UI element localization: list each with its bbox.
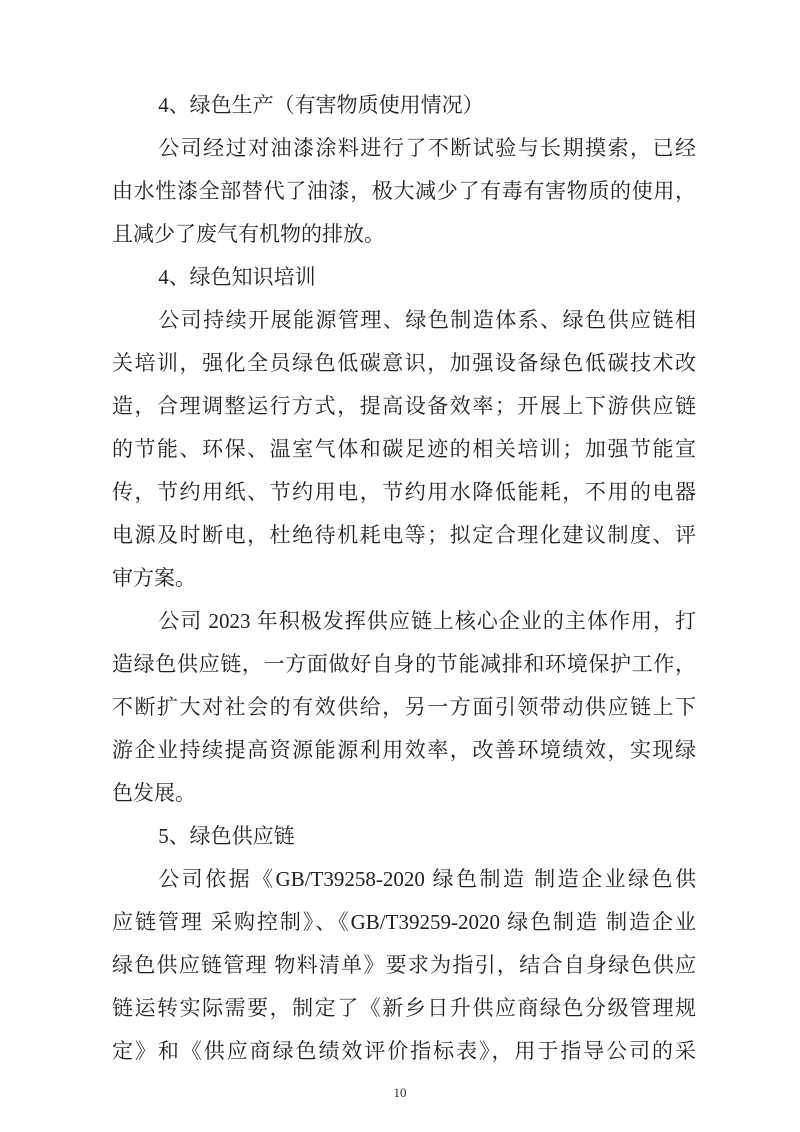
paragraph <box>112 299 696 600</box>
section-heading <box>112 256 696 299</box>
text-line: 不断扩大对社会的有效供给，另一方面引领带动供应链上下 <box>112 695 696 719</box>
text-line: 公司 2023 年积极发挥供应链上核心企业的主体作用，打 <box>158 609 696 633</box>
text-line: 且减少了废气有机物的排放。 <box>112 222 385 246</box>
text-line: 5、绿色供应链 <box>158 824 295 848</box>
text-line: 传，节约用纸、节约用电，节约用水降低能耗，不用的电器 <box>112 480 696 504</box>
page-number: 10 <box>393 1085 407 1100</box>
text-line: 绿色供应链管理 物料清单》要求为指引，结合自身绿色供应 <box>112 953 696 977</box>
text-line: 造，合理调整运行方式，提高设备效率；开展上下游供应链 <box>112 394 696 418</box>
text-line: 链运转实际需要，制定了《新乡日升供应商绿色分级管理规 <box>112 996 696 1020</box>
paragraph <box>112 858 696 1073</box>
document-body <box>112 84 696 1073</box>
text-line: 由水性漆全部替代了油漆，极大减少了有毒有害物质的使用， <box>112 179 696 203</box>
text-line: 4、绿色生产（有害物质使用情况） <box>158 93 484 117</box>
text-line: 的节能、环保、温室气体和碳足迹的相关培训；加强节能宣 <box>112 437 696 461</box>
text-line: 色发展。 <box>112 781 196 805</box>
text-line: 公司经过对油漆涂料进行了不断试验与长期摸索，已经 <box>158 136 696 160</box>
text-line: 造绿色供应链，一方面做好自身的节能减排和环境保护工作， <box>112 652 696 676</box>
text-line: 游企业持续提高资源能源利用效率，改善环境绩效，实现绿 <box>112 738 696 762</box>
text-line: 定》和《供应商绿色绩效评价指标表》，用于指导公司的采 <box>112 1039 696 1063</box>
section-heading <box>112 84 696 127</box>
text-line: 电源及时断电，杜绝待机耗电等；拟定合理化建议制度、评 <box>112 523 696 547</box>
text-line: 审方案。 <box>112 566 196 590</box>
text-line: 公司持续开展能源管理、绿色制造体系、绿色供应链相 <box>158 308 696 332</box>
text-line: 应链管理 采购控制》、《GB/T39259-2020 绿色制造 制造企业 <box>112 910 696 934</box>
paragraph <box>112 600 696 815</box>
paragraph <box>112 127 696 256</box>
text-line: 公司依据《GB/T39258-2020 绿色制造 制造企业绿色供 <box>158 867 696 891</box>
section-heading <box>112 815 696 858</box>
text-line: 4、绿色知识培训 <box>158 265 316 289</box>
text-line: 关培训，强化全员绿色低碳意识，加强设备绿色低碳技术改 <box>112 351 696 375</box>
